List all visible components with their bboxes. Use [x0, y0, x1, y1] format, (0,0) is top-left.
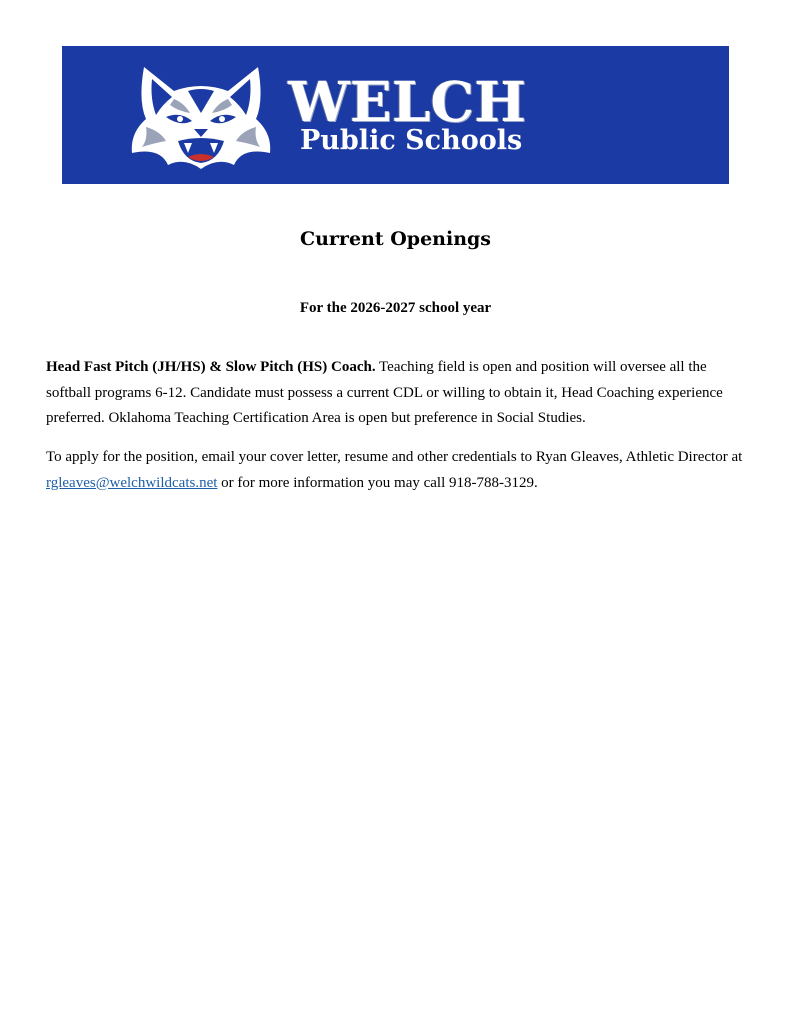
header-banner [62, 46, 729, 184]
job-posting-paragraph [46, 355, 746, 432]
position-description: Teaching field is open and position will oversee all the softball programs 6-12. Candidate must possess a current CDL or willing to obtain it, Head Coaching experience preferred. Oklahoma Teaching Certification Area is open but preference in Social Studies. [46, 359, 723, 426]
page-title: Current Openings [299, 228, 491, 250]
position-title: Head Fast Pitch (JH/HS) & Slow Pitch (HS) Coach. [46, 359, 376, 375]
banner-subtitle: Public Schools [300, 125, 523, 156]
apply-text-after: or for more information you may call 918-788-3129. [217, 474, 538, 491]
school-year-subtitle: For the 2026-2027 school year [299, 300, 492, 316]
wildcat-logo-icon [122, 61, 280, 171]
banner-title: WELCH [288, 69, 527, 134]
email-link[interactable]: rgleaves@welchwildcats.net [46, 474, 218, 491]
apply-paragraph [46, 445, 746, 496]
apply-text: To apply for the position, email your cover letter, resume and other credentials to Ryan Gleaves, Athletic Director at [46, 449, 743, 465]
